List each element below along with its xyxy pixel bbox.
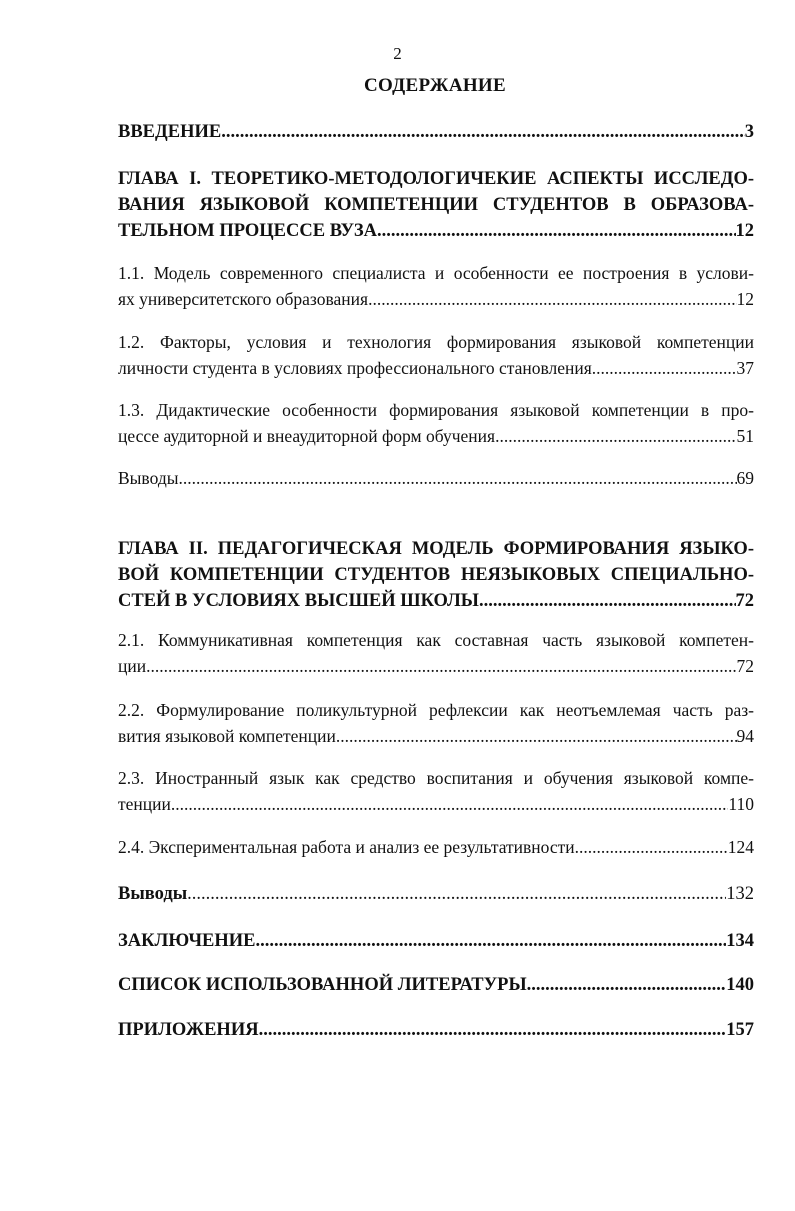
toc-entry-conclusions-1[interactable] [118, 465, 754, 491]
toc-page-number: 134 [726, 931, 754, 951]
toc-leader-dots [592, 355, 737, 381]
toc-page-number: 110 [728, 794, 754, 814]
toc-entry-section-2-1[interactable] [118, 627, 754, 679]
toc-entry-line: 1.1. Модель современного специалиста и особенности ее построения в услови- [118, 263, 754, 283]
toc-page-number: 72 [735, 591, 754, 611]
toc-page-number: 157 [726, 1020, 754, 1040]
toc-leader-dots [368, 286, 736, 312]
toc-leader-dots [146, 653, 736, 679]
toc-leader-dots [575, 834, 728, 860]
toc-page-number: 12 [735, 221, 754, 241]
toc-leader-dots [495, 423, 736, 449]
toc-entry-conclusion[interactable] [118, 928, 754, 954]
toc-entry-line: 1.3. Дидактические особенности формирования языковой компетенции в про- [118, 400, 754, 420]
toc-entry-label: ЗАКЛЮЧЕНИЕ [118, 931, 256, 951]
toc-entry-section-1-3[interactable] [118, 397, 754, 449]
toc-entry-line: 2.2. Формулирование поликультурной рефлексии как неотъемлемая часть раз- [118, 700, 754, 720]
toc-leader-dots [336, 723, 737, 749]
toc-entry-line: ВАНИЯ ЯЗЫКОВОЙ КОМПЕТЕНЦИИ СТУДЕНТОВ В ОБРАЗОВА- [118, 195, 754, 215]
toc-entry-label: ях университетского образования [118, 289, 369, 309]
toc-entry-label: тенции [118, 794, 171, 814]
toc-entry-label: Выводы [118, 468, 179, 488]
toc-page-number: 69 [736, 468, 754, 488]
toc-entry-label: 2.4. Экспериментальная работа и анализ ее результативности [118, 837, 575, 857]
toc-leader-dots [479, 588, 736, 614]
toc-entry-label: СТЕЙ В УСЛОВИЯХ ВЫСШЕЙ ШКОЛЫ [118, 591, 479, 611]
toc-entry-line: 2.1. Коммуникативная компетенция как составная часть языковой компетен- [118, 630, 754, 650]
toc-page-number: 124 [727, 837, 754, 857]
toc-entry-section-2-4[interactable] [118, 834, 754, 860]
toc-entry-line: 2.3. Иностранный язык как средство воспитания и обучения языковой компе- [118, 768, 754, 788]
toc-entry-section-2-2[interactable] [118, 697, 754, 749]
toc-leader-dots [178, 465, 736, 491]
toc-entry-line: ГЛАВА II. ПЕДАГОГИЧЕСКАЯ МОДЕЛЬ ФОРМИРОВАНИЯ ЯЗЫКО- [118, 539, 754, 559]
toc-entry-label: ПРИЛОЖЕНИЯ [118, 1020, 259, 1040]
toc-leader-dots [259, 1017, 727, 1043]
toc-entry-label: ВВЕДЕНИЕ [118, 122, 222, 142]
toc-leader-dots [221, 119, 745, 145]
toc-entry-section-1-2[interactable] [118, 329, 754, 381]
toc-entry-chapter-1[interactable] [118, 166, 754, 244]
page-number: 2 [393, 44, 402, 63]
toc-leader-dots [187, 881, 726, 907]
toc-entry-label: Выводы [118, 884, 188, 904]
toc-entry-label: вития языковой компетенции [118, 726, 336, 746]
toc-page-number: 140 [726, 975, 754, 995]
toc-leader-dots [171, 791, 729, 817]
toc-leader-dots [527, 972, 727, 998]
toc-page-number: 37 [736, 358, 754, 378]
toc-entry-line: 1.2. Факторы, условия и технология формирования языковой компетенции [118, 332, 754, 352]
toc-entry-label: ТЕЛЬНОМ ПРОЦЕССЕ ВУЗА [118, 221, 377, 241]
toc-page-number: 12 [736, 289, 754, 309]
toc-page-number: 94 [736, 726, 754, 746]
toc-entry-label: ции [118, 656, 147, 676]
toc-leader-dots [377, 218, 736, 244]
toc-entry-conclusions-2[interactable] [118, 881, 754, 907]
toc-entry-bibliography[interactable] [118, 972, 754, 998]
toc-entry-label: цессе аудиторной и внеаудиторной форм обучения [118, 426, 496, 446]
toc-page-number: 72 [736, 656, 754, 676]
toc-page-number: 132 [726, 884, 754, 904]
toc-entry-appendices[interactable] [118, 1017, 754, 1043]
toc-page-number: 51 [736, 426, 754, 446]
page-title: СОДЕРЖАНИЕ [364, 75, 506, 96]
toc-entry-line: ВОЙ КОМПЕТЕНЦИИ СТУДЕНТОВ НЕЯЗЫКОВЫХ СПЕЦИАЛЬНО- [118, 565, 754, 585]
toc-page-number: 3 [744, 122, 754, 142]
toc-entry-line: ГЛАВА I. ТЕОРЕТИКО-МЕТОДОЛОГИЧЕКИЕ АСПЕКТЫ ИССЛЕДО- [118, 169, 754, 189]
toc-entry-section-1-1[interactable] [118, 260, 754, 312]
toc-entry-label: СПИСОК ИСПОЛЬЗОВАННОЙ ЛИТЕРАТУРЫ [118, 975, 527, 995]
toc-entry-section-2-3[interactable] [118, 765, 754, 817]
toc-entry-intro[interactable] [118, 119, 754, 145]
toc-leader-dots [256, 928, 727, 954]
toc-entry-chapter-2[interactable] [118, 536, 754, 614]
toc-entry-label: личности студента в условиях профессионального становления [118, 358, 592, 378]
